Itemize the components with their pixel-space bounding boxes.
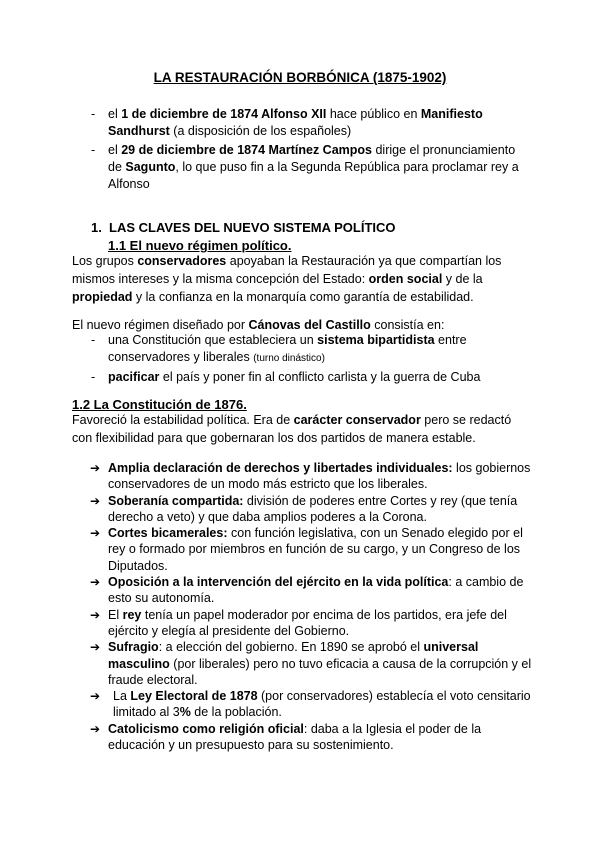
subsection-1-1-heading: 1.1 El nuevo régimen político. — [108, 238, 292, 253]
feature-sufragio: ➔ Sufragio: a elección del gobierno. En 1890 se aprobó el universal masculino (por liberales) pero no tuvo eficacia a causa de la corrupción y el fraude electoral. — [90, 640, 532, 687]
feature-cortes: ➔ Cortes bicamerales: con función legislativa, con un Senado elegido por el rey o formado por miembros en función de su cargo, y un Congreso de los Diputados. — [90, 526, 523, 573]
arrow-icon: ➔ — [90, 461, 101, 475]
dash-marker: - — [91, 143, 96, 157]
feature-catolicismo: ➔ Catolicismo como religión oficial: daba a la Iglesia el poder de la educación y un presupuesto para su sostenimiento. — [90, 721, 482, 753]
canovas-list — [72, 332, 532, 388]
intro-item-sandhurst: - el 1 de diciembre de 1874 Alfonso XII hace público en Manifiesto Sandhurst (a disposición de los españoles) — [91, 107, 483, 138]
paragraph-constitucion: Favoreció la estabilidad política. Era de carácter conservador pero se redactó con flexibilidad para que gobernaran los dos partidos de manera estable. — [72, 413, 512, 445]
arrow-icon: ➔ — [90, 721, 101, 736]
section-1-number: 1. — [91, 220, 102, 235]
section-1-heading: 1. LAS CLAVES DEL NUEVO SISTEMA POLÍTICO — [91, 220, 396, 235]
arrow-icon: ➔ — [90, 575, 101, 590]
arrow-icon: ➔ — [90, 689, 101, 704]
intro-item-sagunto: - el 29 de diciembre de 1874 Martínez Campos dirige el pronunciamiento de Sagunto, lo que puso fin a la Segunda República para proclamar rey a Alfonso — [91, 143, 519, 191]
arrow-icon: ➔ — [90, 526, 101, 541]
feature-ley-electoral: ➔ La Ley Electoral de 1878 (por conservadores) establecía el voto censitario limitado al 3% de la población. — [90, 689, 531, 720]
subsection-1-2-heading: 1.2 La Constitución de 1876. — [72, 397, 247, 412]
intro-list — [72, 106, 532, 195]
canovas-item-pacificar: - pacificar el país y poner fin al conflicto carlista y la guerra de Cuba — [91, 370, 481, 384]
dash-marker: - — [91, 370, 96, 384]
arrow-icon: ➔ — [90, 493, 101, 508]
paragraph-conservadores: Los grupos conservadores apoyaban la Restauración ya que compartían los mismos intereses y la misma concepción del Estado: orden social y de la propiedad y la confianza en la monarquía como garantía de estabilidad. — [72, 254, 502, 304]
dash-marker: - — [91, 333, 96, 347]
arrow-icon: ➔ — [90, 607, 101, 622]
dash-marker: - — [91, 107, 96, 121]
feature-ejercito: ➔ Oposición a la intervención del ejército en la vida política: a cambio de esto su autonomía. — [90, 575, 524, 606]
feature-derechos: ➔ Amplia declaración de derechos y libertades individuales: los gobiernos conservadores de un modo más estricto que los liberales. — [90, 461, 531, 492]
paragraph-canovas: El nuevo régimen diseñado por Cánovas del Castillo consistía en: — [72, 318, 445, 332]
arrow-icon: ➔ — [90, 640, 101, 655]
canovas-item-constitucion: - una Constitución que estableciera un sistema bipartidista entre conservadores y liberales (turno dinástico) — [91, 333, 467, 364]
document-title: LA RESTAURACIÓN BORBÓNICA (1875-1902) — [153, 70, 447, 85]
feature-rey: ➔ El rey tenía un papel moderador por encima de los partidos, era jefe del ejército y elegía al presidente del Gobierno. — [90, 607, 507, 638]
constitution-features-list — [72, 460, 532, 753]
feature-soberania: ➔ Soberanía compartida: división de poderes entre Cortes y rey (que tenía derecho a veto) y que daba amplios poderes a la Corona. — [90, 493, 518, 524]
